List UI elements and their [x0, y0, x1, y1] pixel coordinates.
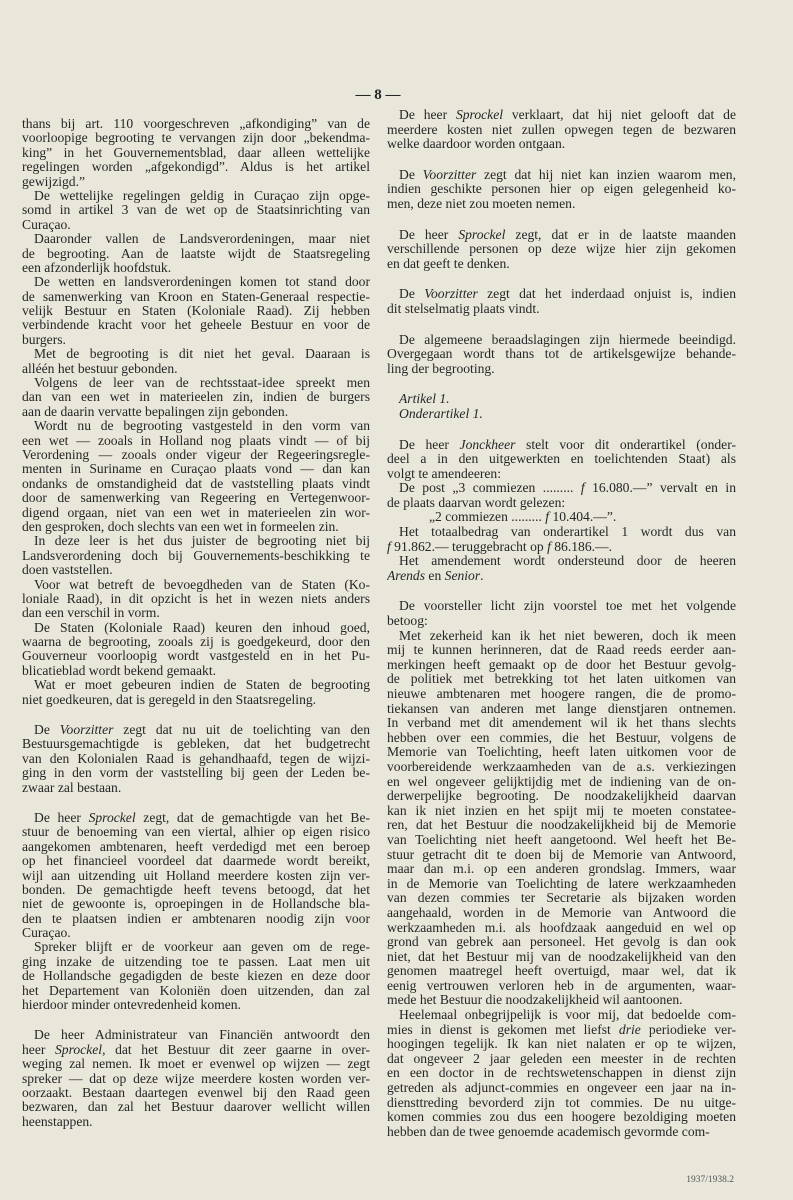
text-line: nieuwe ambtenaren met hoogere rangen, die de promo- — [387, 687, 736, 701]
text-line: ren, dat het Bestuur die noodzakelijkheid bij de Memorie — [387, 818, 736, 833]
italic-text: Voorzitter — [422, 167, 477, 182]
italic-text: Sprockel — [458, 227, 506, 242]
text-line — [387, 287, 736, 302]
text-run: „2 commiezen ......... — [429, 510, 546, 525]
text-line — [387, 392, 736, 407]
text-line: hebben dan de twee genoemde academisch gevormde com- — [387, 1124, 710, 1139]
text-run: De heer — [34, 810, 89, 825]
text-run: zegt dat hij niet kan inzien waarom men, — [476, 167, 736, 182]
text-line: Met zekerheid kan ik het niet beweren, doch ik meen — [399, 628, 736, 643]
italic-text: Sprockel — [88, 810, 136, 825]
text-line: voorloopige begrooting te vervangen zijn door „bekendma- — [22, 131, 370, 146]
paragraph — [387, 228, 736, 272]
italic-text: Voorzitter — [424, 287, 478, 302]
italic-text: Voorzitter — [59, 723, 114, 738]
text-run: zegt dat nu uit de toelichting van den — [113, 723, 370, 738]
text-line: een afzonderlijk hoofdstuk. — [22, 260, 172, 275]
paragraph — [22, 376, 370, 419]
text-line: somd in artikel 3 van de wet op de Staatsinrichting van — [22, 203, 370, 218]
text-run: , dat het Bestuur dit zeer gaarne in over- — [102, 1042, 370, 1057]
italic-text: Senior — [444, 568, 481, 583]
text-line: hierdoor minder ontevredenheid komen. — [22, 998, 241, 1013]
text-line: men, deze niet zou moeten nemen. — [387, 196, 576, 211]
text-line: dan van een wet in materieelen zin, indien de burgers — [22, 390, 370, 405]
text-line: niet de gewoonte is, oproepingen in de Hollandsche bla- — [22, 897, 370, 912]
text-line: door de samenwerking van Regeering en Vertegenwoor- — [22, 491, 370, 506]
text-line: Met de begrooting is dit niet het geval. Daaraan is — [34, 347, 370, 362]
text-line: stuur getracht dit te doen bij de Memorie van Antwoord, — [387, 847, 736, 862]
text-run: 86.186.—. — [550, 539, 613, 554]
text-block — [387, 392, 736, 421]
text-line: ondanks de omstandigheid dat de vaststelling plaats vindt — [22, 476, 370, 491]
text-line: mij te kunnen herinneren, dat de Raad reeds eerder aan- — [387, 643, 736, 658]
italic-text: Onderartikel 1. — [399, 406, 483, 421]
text-line: het Departement van Koloniën doen uitzenden, dan zal — [22, 983, 370, 998]
paragraph — [387, 438, 736, 482]
text-line: den gesproken, doch slechts van een wet in formeelen zin. — [22, 519, 339, 534]
text-line: hebben over een commies, die het Bestuur, volgens de — [387, 730, 736, 745]
italic-text: Sprockel — [455, 108, 504, 122]
text-line: dit stelselmatig plaats vindt. — [387, 301, 540, 316]
italic-text: drie — [618, 1022, 641, 1037]
text-line: Volgens de leer van de rechtsstaat-idee spreekt men — [34, 376, 370, 391]
text-line: Spreker blijft er de voorkeur aan geven om de rege- — [34, 940, 370, 955]
text-line: Overgegaan wordt thans tot de artikelsgewijze behande- — [387, 347, 736, 362]
text-block — [387, 168, 736, 212]
text-run: De heer — [399, 227, 459, 242]
paragraph — [387, 108, 736, 152]
text-line: Bestuursgemachtigde is gebleken, dat het budgetrecht — [22, 737, 370, 752]
text-line: indien geschikte personen hier op eigen gelegenheid ko- — [387, 182, 736, 197]
italic-text: f — [547, 539, 551, 554]
italic-text: Sprockel — [55, 1042, 103, 1057]
text-line: aangekomen ambtenaren, heeft verdedigd met een beroep — [22, 839, 370, 854]
paragraph — [22, 419, 370, 534]
paragraph — [387, 554, 736, 583]
text-line: Het totaalbedrag van onderartikel 1 wordt dus van — [399, 525, 736, 540]
italic-text: Arends — [387, 568, 426, 583]
text-line — [387, 569, 736, 584]
text-line: menten in Suriname en Curaçao plaats vond — dan kan — [22, 462, 370, 477]
paragraph — [22, 678, 370, 707]
text-run: zegt, dat de gemachtigde van het Be- — [135, 810, 370, 825]
text-line — [387, 1023, 736, 1038]
text-line: loniale Raad), in dit opzicht is het in wezen niets anders — [22, 591, 370, 606]
text-line: maar dan m.i. op een anderen grondslag. Immers, waar — [387, 862, 736, 877]
paragraph — [387, 599, 736, 628]
text-line: ling der begrooting. — [387, 361, 495, 376]
paragraph — [387, 510, 736, 525]
text-line: gewijzigd.” — [22, 174, 86, 189]
text-block — [387, 599, 736, 1139]
text-line: niet, dat het Bestuur mij van de noodzakelijkheid van den — [387, 949, 736, 964]
text-line: Memorie van Toelichting, heeft laten uitkomen voor de — [387, 745, 736, 760]
text-run: zegt dat het inderdaad onjuist is, indien — [477, 287, 736, 302]
text-line: in de Memorie van Toelichting de latere werkzaamheden — [387, 876, 736, 891]
text-block — [387, 333, 736, 377]
archive-code: 1937/1938.2 — [686, 1175, 734, 1185]
text-line: regelingen worden „afgekondigd”. Aldus is het artikel — [22, 160, 370, 175]
text-line — [22, 811, 370, 825]
paragraph — [22, 347, 370, 376]
paragraph — [387, 392, 736, 407]
paragraph — [387, 481, 736, 510]
italic-text: f — [580, 481, 585, 496]
paragraph — [22, 117, 370, 189]
text-block — [22, 117, 370, 707]
text-line: De voorsteller licht zijn voorstel toe met het volgende — [399, 599, 736, 614]
paragraph — [22, 723, 370, 795]
text-line — [22, 1043, 370, 1057]
text-line: tiekansen van anderen met lange dienstjaren ontnemen. — [387, 701, 736, 716]
text-line: Heelemaal onbegrijpelijk is voor mij, dat bedoelde com- — [399, 1008, 736, 1023]
text-block — [22, 1028, 370, 1129]
paragraph — [22, 940, 370, 1012]
text-line: diensttreding bevorderd zijn tot commies. De nu uitge- — [387, 1095, 736, 1110]
text-line: bezwaren, dan zal het Bestuur daarover wellicht willen — [22, 1100, 370, 1115]
left-column — [22, 117, 370, 1129]
text-run: De — [399, 287, 425, 302]
paragraph — [22, 578, 370, 621]
text-line: heenstappen. — [22, 1114, 93, 1129]
text-line: doen vaststellen. — [22, 563, 113, 578]
text-line: Wordt nu de begrooting vastgesteld in den vorm van — [34, 419, 370, 434]
text-line: wijl aan uitzending uit Holland meerdere kosten zijn ver- — [22, 868, 370, 883]
text-line: blicatieblad wordt bekend gemaakt. — [22, 663, 217, 678]
page-number: — 8 — — [355, 87, 401, 103]
text-block — [387, 228, 736, 272]
text-line: de politiek met betrekking tot het laten uitkomen van — [387, 672, 736, 687]
text-line: ging inzake de uitzending toe te passen. Laat men uit — [22, 954, 370, 969]
text-line: merkingen heeft gemaakt op de door het Bestuur gevolg- — [387, 657, 736, 672]
text-line — [387, 481, 736, 496]
text-line: van den Kolonialen Raad is gehandhaafd, tegen de wijzi- — [22, 751, 370, 766]
text-line — [387, 108, 736, 123]
text-run: De — [34, 723, 60, 738]
text-run: De post „3 commiezen ......... — [399, 481, 581, 496]
paragraph — [387, 407, 736, 422]
text-line: burgers. — [22, 332, 66, 347]
text-line: werkzaamheden m.i. als hoofdzaak aangeduid en wel op — [387, 920, 736, 935]
text-line: genomen maatregel heeft overtuigd, maar wel, dat ik — [387, 964, 736, 979]
text-line: De Staten (Koloniale Raad) keuren den inhoud goed, — [34, 620, 370, 635]
paragraph — [22, 1028, 370, 1129]
text-block — [22, 723, 370, 795]
paragraph — [22, 811, 370, 941]
text-line: Daaronder vallen de Landsverordeningen, maar niet — [34, 232, 370, 247]
text-line: en wel ongeveer gelijktijdig met de indiening van de on- — [387, 774, 736, 789]
paragraph — [387, 287, 736, 316]
text-line: velijk Bestuur en Staten (Koloniale Raad). Zij hebben — [22, 304, 370, 319]
text-line: zwaar zal bestaan. — [22, 780, 122, 795]
paragraph — [387, 168, 736, 212]
text-line: de samenwerking van Kroon en Staten-Generaal respectie- — [22, 289, 370, 304]
text-line — [387, 228, 736, 243]
text-run: zegt, dat er in de laatste maanden — [505, 227, 736, 242]
paragraph — [387, 1008, 736, 1139]
text-run: periodieke ver- — [640, 1022, 736, 1037]
text-line: betoog: — [387, 614, 428, 629]
text-line: de Hollandsche gegadigden de beste kiezen en deze door — [22, 969, 370, 984]
text-line: ging in den vorm der vaststelling bij geen der Leden be- — [22, 766, 370, 781]
text-line: thans bij art. 110 voorgeschreven „afkondiging” van de — [22, 117, 370, 131]
text-line: De wettelijke regelingen geldig in Curaçao zijn opge- — [34, 188, 370, 203]
text-run: en — [425, 568, 445, 583]
text-line: op het financieel voordeel dat daarmede wordt bereikt, — [22, 854, 370, 869]
paragraph — [22, 621, 370, 679]
text-run: stelt voor dit onderartikel (onder- — [515, 437, 736, 452]
text-line: Voor wat betreft de bevoegdheden van de Staten (Ko- — [34, 577, 370, 592]
text-run: verklaart, dat hij niet gelooft dat de — [503, 108, 736, 122]
text-line: Curaçao. — [22, 926, 71, 941]
text-line: Verordening — zooals onder vigeur der Regeeringsregle- — [22, 447, 370, 462]
text-line: aan de daarin vervatte bepalingen zijn gebonden. — [22, 404, 289, 419]
text-line: welke daardoor worden ontgaan. — [387, 137, 566, 152]
text-line: oorzaakt. Bestaan daartegen evenwel bij den Raad geen — [22, 1086, 370, 1100]
paragraph — [387, 333, 736, 377]
text-line: Wat er moet gebeuren indien de Staten de begrooting — [34, 678, 370, 693]
text-line: De algemeene beraadslagingen zijn hiermede beeindigd. — [399, 332, 736, 347]
text-line: derwerpelijke begrooting. De noodzakelijkheid daarvan — [387, 789, 736, 804]
text-line: dat ongeveer 2 jaar geleden een meester in de rechten — [387, 1051, 736, 1066]
text-line — [387, 407, 736, 422]
text-line: waarna de begrooting, zooals zij is goedgekeurd, door den — [22, 635, 370, 650]
text-line: Gouverneur voorloopig wordt vastgesteld en in het Pu- — [22, 649, 370, 664]
text-run: 16.080.—” vervalt en in — [584, 481, 736, 496]
text-line: van Toelichting niet heeft aangetoond. Wel heeft het Be- — [387, 832, 736, 847]
paragraph — [387, 525, 736, 554]
text-line: komen commies zou dus een hoogere bezoldiging moeten — [387, 1110, 736, 1125]
text-line: In deze leer is het dus juister de begrooting niet bij — [34, 534, 370, 549]
text-block — [387, 287, 736, 316]
text-line — [387, 510, 736, 525]
text-line: kan ik niet inzien en het spijt mij te moeten constatee- — [387, 803, 736, 818]
italic-text: Jonckheer — [459, 437, 516, 452]
text-line: een wet — zooals in Holland nog plaats vindt — of bij — [22, 433, 370, 448]
text-line: hoogingen tegelijk. Ik kan niet nalaten er op te wijzen, — [387, 1037, 736, 1052]
text-line: bonden. De gemachtigde heeft tevens betoogd, dat het — [22, 882, 370, 897]
text-line: getreden als adjunct-commies en ongeveer een jaar na in- — [387, 1081, 736, 1096]
text-line — [387, 168, 736, 183]
text-line — [387, 438, 736, 453]
text-line: weging zal nemen. Ik moet er evenwel op wijzen — zegt — [22, 1057, 370, 1072]
text-block — [22, 811, 370, 1012]
text-line: De heer Administrateur van Financiën antwoordt den — [34, 1028, 370, 1043]
text-line: meerdere kosten niet zullen opwegen tegen de bezwaren — [387, 122, 736, 137]
text-line: den te plaatsen indien er ambtenaren noodig zijn voor — [22, 911, 370, 926]
text-line: mede het Bestuur die noodzakelijkheid wil aantoonen. — [387, 993, 683, 1008]
text-line: deel a in den uitgewerkten en toelichtenden Staat) als — [387, 452, 736, 467]
text-line: grond van gebrek aan personeel. Het gevolg is dan ook — [387, 935, 736, 950]
text-line: van dezen commies ter Secretarie als bijzaken worden — [387, 891, 736, 906]
italic-text: f — [387, 539, 391, 554]
right-column — [387, 108, 736, 1139]
text-line: en een doctor in de rechtswetenschappen in dienst zijn — [387, 1066, 736, 1081]
text-line: voorbereidende werkzaamheden van de a.s. verkiezingen — [387, 759, 736, 774]
text-run: De — [399, 167, 423, 182]
text-line: Curaçao. — [22, 217, 71, 232]
text-line: Het amendement wordt ondersteund door de heeren — [399, 554, 736, 569]
paragraph — [22, 232, 370, 275]
text-line: De wetten en landsverordeningen komen tot stand door — [34, 275, 370, 290]
paragraph — [22, 534, 370, 577]
text-run: mies in dienst is gekomen met liefst — [387, 1022, 619, 1037]
text-line: alléén het bestuur gebonden. — [22, 361, 178, 376]
text-line: dan een verschil in vorm. — [22, 606, 160, 621]
text-line: de plaats daarvan wordt gelezen: — [387, 495, 566, 510]
text-line: Landsverordening doch bij Gouvernements-beschikking te — [22, 548, 370, 563]
text-line: verbindende kracht voor het geheele Bestuur en voor de — [22, 318, 370, 333]
italic-text: Artikel 1. — [399, 392, 450, 407]
italic-text: f — [545, 510, 550, 525]
text-line: stuur de benoeming van een viertal, alhier op eigen risico — [22, 825, 370, 840]
text-block — [387, 438, 736, 584]
text-run: 10.404.—”. — [549, 510, 617, 525]
text-run: De heer — [399, 437, 460, 452]
text-run: heer — [22, 1042, 55, 1057]
text-block — [387, 108, 736, 152]
text-line: digend orgaan, niet van een wet in materieelen zin wor- — [22, 505, 370, 520]
text-line: king” in het Gouvernementsblad, daar alleen wettelijke — [22, 145, 370, 160]
paragraph — [387, 629, 736, 1008]
text-line: niet goedkeuren, dat is geregeld in den Staatsregeling. — [22, 692, 317, 707]
text-run: . — [480, 568, 484, 583]
text-run: 91.862.— teruggebracht op — [390, 539, 548, 554]
text-line: de begrooting. Aan de laatste wijdt de Staatsregeling — [22, 246, 370, 261]
text-line — [387, 540, 736, 555]
paragraph — [22, 189, 370, 232]
text-line: verschillende personen op deze wijze hier zijn gekomen — [387, 242, 736, 257]
paragraph — [22, 275, 370, 347]
text-line: volgt te amendeeren: — [387, 466, 501, 481]
text-line: eenig vertrouwen verloren heb in de argumenten, waar- — [387, 978, 736, 993]
text-run: De heer — [399, 108, 456, 122]
text-line: spreker — dat op deze wijze meerdere kosten worden ver- — [22, 1071, 370, 1086]
text-line: In verband met dit amendement wil ik het thans slechts — [387, 716, 736, 731]
text-line: en dat geeft te denken. — [387, 256, 510, 271]
text-line: aangehaald, worden in de Memorie van Antwoord die — [387, 905, 736, 920]
text-line — [22, 723, 370, 737]
